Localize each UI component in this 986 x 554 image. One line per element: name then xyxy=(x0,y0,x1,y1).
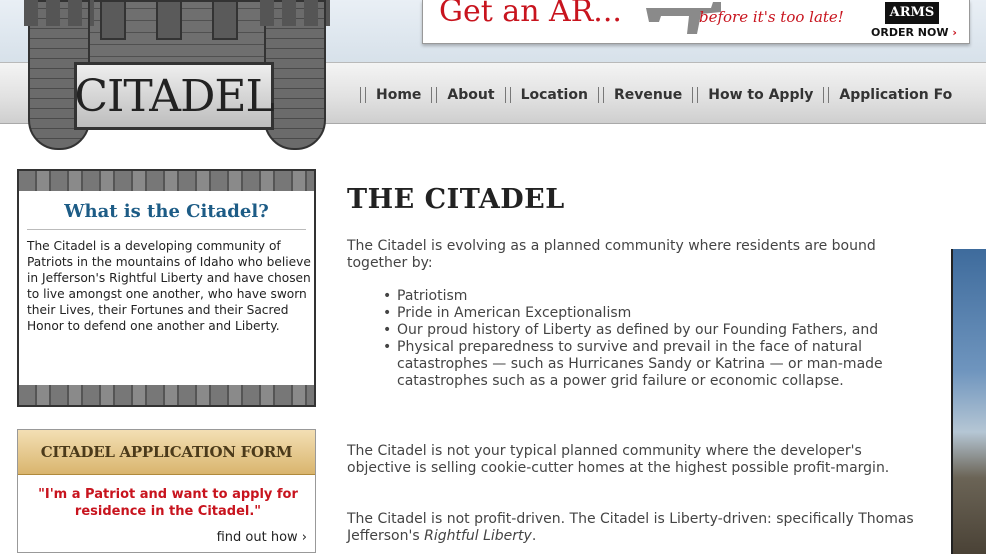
landscape-photo xyxy=(951,249,986,554)
nav-application-form[interactable]: Application Fo xyxy=(839,87,953,103)
application-quote: "I'm a Patriot and want to apply for residence in the Citadel." xyxy=(38,487,298,519)
page-title: THE CITADEL xyxy=(347,184,565,215)
divider xyxy=(27,229,306,230)
list-item: • Our proud history of Liberty as defined by our Founding Fathers, and xyxy=(397,322,937,339)
nav-home[interactable]: Home xyxy=(376,87,422,103)
castle-crenel xyxy=(212,0,238,40)
nav-separator xyxy=(505,87,511,103)
castle-crenel xyxy=(156,0,182,40)
castle-crenel xyxy=(100,0,126,40)
nav-revenue[interactable]: Revenue xyxy=(613,87,683,103)
ad-order-label: ORDER NOW xyxy=(871,26,949,39)
what-is-citadel-box xyxy=(17,169,316,407)
nav-location[interactable]: Location xyxy=(520,87,588,103)
list-item: • Physical preparedness to survive and prevail in the face of natural catastrophes — such as Hurricanes Sandy or Katrina — or man-made catastrophes such as a power grid failure or economic collapse. xyxy=(397,339,937,390)
chevron-right-icon: › xyxy=(952,26,957,39)
ad-headline: Get an AR... xyxy=(439,0,622,29)
ad-order-button[interactable] xyxy=(871,26,957,39)
stone-border-top xyxy=(19,171,314,191)
main-nav xyxy=(350,86,952,104)
nav-how-to-apply[interactable]: How to Apply xyxy=(708,87,814,103)
application-form-title: CITADEL APPLICATION FORM xyxy=(18,430,315,475)
nav-separator xyxy=(431,87,437,103)
ad-banner[interactable] xyxy=(422,0,970,44)
paragraph-end: . xyxy=(531,528,537,544)
rightful-liberty-emphasis: Rightful Liberty xyxy=(424,528,532,544)
nav-separator xyxy=(823,87,829,103)
site-logo[interactable] xyxy=(14,0,320,150)
find-out-how-label: find out how xyxy=(216,530,298,545)
nav-separator xyxy=(598,87,604,103)
paragraph-text: The Citadel is not profit-driven. The Citadel is Liberty-driven: specifically Thomas Jefferson's xyxy=(347,511,914,544)
ad-brand-logo: ARMS xyxy=(885,2,939,24)
nav-separator xyxy=(692,87,698,103)
paragraph-not-typical: The Citadel is not your typical planned community where the developer's objective is selling cookie-cutter homes at the highest possible profit-margin. xyxy=(347,443,890,476)
nav-separator xyxy=(360,87,366,103)
what-is-citadel-text: The Citadel is a developing community of Patriots in the mountains of Idaho who believe in Jefferson's Rightful Liberty and have chosen to live amongst one another, who have sworn their Lives, their Fortunes and their Sacred Honor to defend one another and Liberty. xyxy=(27,239,311,333)
nav-about[interactable]: About xyxy=(447,87,495,103)
what-is-citadel-title: What is the Citadel? xyxy=(64,201,269,222)
application-form-box[interactable] xyxy=(17,429,316,553)
values-list xyxy=(397,288,937,390)
find-out-how-link[interactable] xyxy=(217,530,307,545)
intro-paragraph: The Citadel is evolving as a planned community where residents are bound together by: xyxy=(347,238,876,271)
paragraph-liberty-driven xyxy=(347,511,927,545)
stone-border-bottom xyxy=(19,385,314,405)
chevron-right-icon: › xyxy=(301,530,307,545)
logo-text: CITADEL xyxy=(74,62,274,130)
ad-subline: before it's too late! xyxy=(699,8,844,26)
list-item: • Pride in American Exceptionalism xyxy=(397,305,937,322)
list-item: • Patriotism xyxy=(397,288,937,305)
